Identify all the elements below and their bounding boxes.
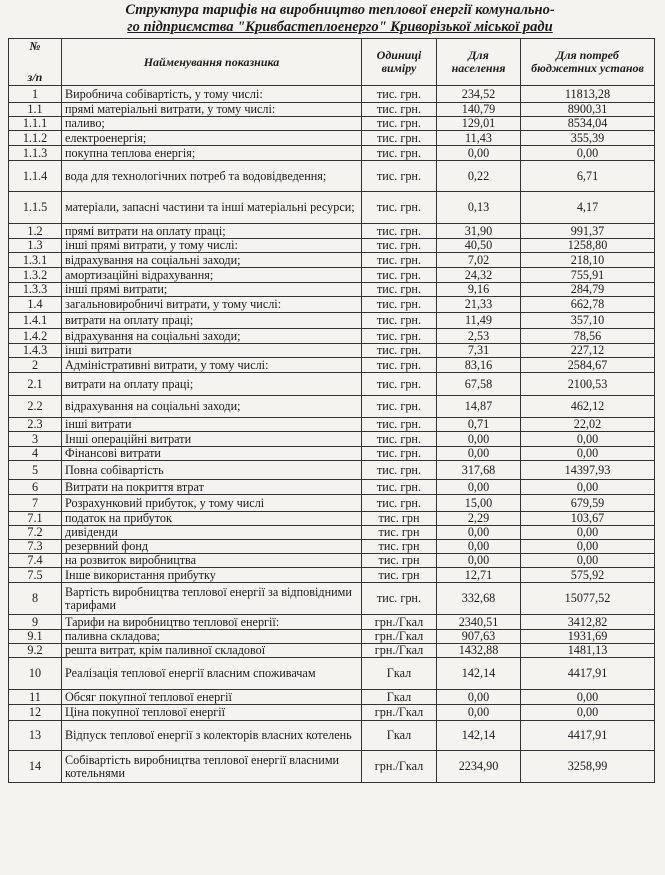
table-row	[9, 418, 655, 432]
row-unit: тис. грн.	[362, 253, 437, 268]
header-number	[9, 39, 62, 86]
row-number: 13	[9, 721, 62, 751]
row-number: 14	[9, 751, 62, 783]
row-population-value: 0,71	[437, 418, 521, 432]
row-number: 8	[9, 583, 62, 615]
row-indicator-name: податок на прибуток	[62, 512, 362, 526]
row-indicator-name: Обсяг покупної теплової енергії	[62, 690, 362, 705]
table-row	[9, 705, 655, 721]
header-budget-institutions: Для потреб бюджетних установ	[521, 39, 655, 86]
row-number: 1.1.4	[9, 161, 62, 192]
table-row	[9, 329, 655, 344]
row-population-value: 2,29	[437, 512, 521, 526]
row-number: 1.1	[9, 103, 62, 117]
row-budget-value: 4,17	[521, 192, 655, 224]
row-budget-value: 4417,91	[521, 721, 655, 751]
row-population-value: 0,00	[437, 705, 521, 721]
row-unit: Гкал	[362, 658, 437, 690]
table-row	[9, 644, 655, 658]
row-unit: тис. грн.	[362, 480, 437, 495]
table-row	[9, 461, 655, 480]
table-row	[9, 313, 655, 329]
row-unit: тис. грн	[362, 554, 437, 568]
table-row	[9, 224, 655, 239]
row-budget-value: 662,78	[521, 297, 655, 313]
row-indicator-name: резервний фонд	[62, 540, 362, 554]
row-indicator-name: загальновиробничі витрати, у тому числі:	[62, 297, 362, 313]
row-unit: грн./Гкал	[362, 630, 437, 644]
row-population-value: 40,50	[437, 239, 521, 253]
table-row	[9, 630, 655, 644]
row-indicator-name: на розвиток виробництва	[62, 554, 362, 568]
row-number: 1.1.1	[9, 117, 62, 131]
row-indicator-name: Собівартість виробництва теплової енергії власними котельнями	[62, 751, 362, 783]
header-number-symbol: №	[29, 39, 41, 53]
row-unit: тис. грн.	[362, 583, 437, 615]
table-row	[9, 358, 655, 373]
row-number: 1.3.1	[9, 253, 62, 268]
row-number: 2.2	[9, 396, 62, 418]
row-number: 5	[9, 461, 62, 480]
row-number: 9.1	[9, 630, 62, 644]
table-row	[9, 86, 655, 103]
row-unit: тис. грн.	[362, 239, 437, 253]
row-budget-value: 2584,67	[521, 358, 655, 373]
row-budget-value: 227,12	[521, 344, 655, 358]
table-row	[9, 568, 655, 583]
row-unit: тис. грн.	[362, 432, 437, 447]
row-budget-value: 78,56	[521, 329, 655, 344]
row-indicator-name: Вартість виробництва теплової енергії за відповідними тарифами	[62, 583, 362, 615]
row-unit: тис. грн.	[362, 373, 437, 396]
row-population-value: 0,00	[437, 690, 521, 705]
row-number: 3	[9, 432, 62, 447]
row-unit: грн./Гкал	[362, 751, 437, 783]
table-body	[9, 86, 655, 783]
row-unit: тис. грн.	[362, 344, 437, 358]
table-row	[9, 447, 655, 461]
row-population-value: 2,53	[437, 329, 521, 344]
row-number: 7.4	[9, 554, 62, 568]
row-budget-value: 355,39	[521, 131, 655, 146]
row-unit: тис. грн.	[362, 329, 437, 344]
row-population-value: 9,16	[437, 283, 521, 297]
table-row	[9, 554, 655, 568]
row-budget-value: 8900,31	[521, 103, 655, 117]
row-indicator-name: Фінансові витрати	[62, 447, 362, 461]
table-row	[9, 131, 655, 146]
row-number: 12	[9, 705, 62, 721]
table-row	[9, 480, 655, 495]
row-number: 4	[9, 447, 62, 461]
row-budget-value: 218,10	[521, 253, 655, 268]
row-unit: Гкал	[362, 721, 437, 751]
table-row	[9, 495, 655, 512]
row-number: 1	[9, 86, 62, 103]
table-row	[9, 297, 655, 313]
row-population-value: 11,43	[437, 131, 521, 146]
row-unit: тис. грн.	[362, 313, 437, 329]
row-number: 7.2	[9, 526, 62, 540]
table-row	[9, 373, 655, 396]
row-indicator-name: витрати на оплату праці;	[62, 373, 362, 396]
row-number: 1.4.3	[9, 344, 62, 358]
row-unit: тис. грн.	[362, 161, 437, 192]
table-row	[9, 268, 655, 283]
row-unit: тис. грн	[362, 512, 437, 526]
row-number: 1.3.3	[9, 283, 62, 297]
row-number: 7.3	[9, 540, 62, 554]
row-number: 1.4.1	[9, 313, 62, 329]
row-indicator-name: інші прямі витрати;	[62, 283, 362, 297]
row-unit: тис. грн.	[362, 268, 437, 283]
row-budget-value: 8534,04	[521, 117, 655, 131]
row-indicator-name: Інше використання прибутку	[62, 568, 362, 583]
tariff-structure-table	[8, 38, 655, 783]
row-number: 1.3.2	[9, 268, 62, 283]
row-population-value: 83,16	[437, 358, 521, 373]
table-row	[9, 432, 655, 447]
row-population-value: 67,58	[437, 373, 521, 396]
title-line-2: го підприємства "Кривбастеплоенерго" Криворізької міської ради	[127, 19, 553, 35]
table-row	[9, 283, 655, 297]
row-population-value: 907,63	[437, 630, 521, 644]
row-population-value: 12,71	[437, 568, 521, 583]
row-unit: тис. грн.	[362, 131, 437, 146]
table-row	[9, 344, 655, 358]
row-population-value: 140,79	[437, 103, 521, 117]
table-header-row	[9, 39, 655, 86]
row-indicator-name: Інші операційні витрати	[62, 432, 362, 447]
row-population-value: 15,00	[437, 495, 521, 512]
header-unit: Одиниці виміру	[362, 39, 437, 86]
row-indicator-name: інші витрати	[62, 344, 362, 358]
row-budget-value: 1931,69	[521, 630, 655, 644]
row-unit: тис. грн	[362, 540, 437, 554]
table-row	[9, 583, 655, 615]
row-population-value: 234,52	[437, 86, 521, 103]
row-indicator-name: Ціна покупної теплової енергії	[62, 705, 362, 721]
table-row	[9, 526, 655, 540]
row-indicator-name: відрахування на соціальні заходи;	[62, 396, 362, 418]
row-budget-value: 755,91	[521, 268, 655, 283]
row-budget-value: 284,79	[521, 283, 655, 297]
row-budget-value: 0,00	[521, 146, 655, 161]
row-indicator-name: матеріали, запасні частини та інші матеріальні ресурси;	[62, 192, 362, 224]
row-population-value: 1432,88	[437, 644, 521, 658]
table-row	[9, 239, 655, 253]
row-indicator-name: Виробнича собівартість, у тому числі:	[62, 86, 362, 103]
row-population-value: 332,68	[437, 583, 521, 615]
row-budget-value: 462,12	[521, 396, 655, 418]
header-indicator-name: Найменування показника	[62, 39, 362, 86]
row-population-value: 21,33	[437, 297, 521, 313]
row-population-value: 2340,51	[437, 615, 521, 630]
row-number: 10	[9, 658, 62, 690]
row-population-value: 129,01	[437, 117, 521, 131]
row-budget-value: 3258,99	[521, 751, 655, 783]
row-population-value: 31,90	[437, 224, 521, 239]
row-budget-value: 103,67	[521, 512, 655, 526]
table-row	[9, 721, 655, 751]
row-indicator-name: Відпуск теплової енергії з колекторів власних котелень	[62, 721, 362, 751]
row-budget-value: 0,00	[521, 447, 655, 461]
row-budget-value: 0,00	[521, 432, 655, 447]
row-indicator-name: Розрахунковий прибуток, у тому числі	[62, 495, 362, 512]
row-unit: грн./Гкал	[362, 705, 437, 721]
table-row	[9, 146, 655, 161]
row-budget-value: 0,00	[521, 540, 655, 554]
row-indicator-name: електроенергія;	[62, 131, 362, 146]
row-budget-value: 991,37	[521, 224, 655, 239]
row-indicator-name: інші прямі витрати, у тому числі:	[62, 239, 362, 253]
row-indicator-name: амортизаційні відрахування;	[62, 268, 362, 283]
row-budget-value: 22,02	[521, 418, 655, 432]
row-unit: тис. грн.	[362, 146, 437, 161]
row-budget-value: 4417,91	[521, 658, 655, 690]
row-budget-value: 575,92	[521, 568, 655, 583]
row-budget-value: 2100,53	[521, 373, 655, 396]
table-row	[9, 512, 655, 526]
row-budget-value: 0,00	[521, 526, 655, 540]
document-title	[40, 2, 640, 36]
row-number: 2.1	[9, 373, 62, 396]
row-population-value: 11,49	[437, 313, 521, 329]
row-number: 2	[9, 358, 62, 373]
row-indicator-name: Витрати на покриття втрат	[62, 480, 362, 495]
row-indicator-name: інші витрати	[62, 418, 362, 432]
row-indicator-name: покупна теплова енергія;	[62, 146, 362, 161]
row-indicator-name: дивіденди	[62, 526, 362, 540]
row-budget-value: 357,10	[521, 313, 655, 329]
row-population-value: 0,00	[437, 526, 521, 540]
row-number: 1.1.5	[9, 192, 62, 224]
header-number-abbrev: з/п	[27, 70, 43, 84]
table-row	[9, 615, 655, 630]
row-indicator-name: прямі витрати на оплату праці;	[62, 224, 362, 239]
row-number: 1.2	[9, 224, 62, 239]
row-number: 6	[9, 480, 62, 495]
row-indicator-name: відрахування на соціальні заходи;	[62, 329, 362, 344]
row-indicator-name: прямі матеріальні витрати, у тому числі:	[62, 103, 362, 117]
table-row	[9, 117, 655, 131]
row-budget-value: 11813,28	[521, 86, 655, 103]
row-number: 7.5	[9, 568, 62, 583]
row-population-value: 0,22	[437, 161, 521, 192]
table-row	[9, 103, 655, 117]
row-budget-value: 679,59	[521, 495, 655, 512]
row-unit: тис. грн.	[362, 192, 437, 224]
row-unit: грн./Гкал	[362, 615, 437, 630]
row-population-value: 317,68	[437, 461, 521, 480]
title-line-1: Структура тарифів на виробництво теплової енергії комунально-	[125, 2, 555, 18]
row-budget-value: 0,00	[521, 690, 655, 705]
row-indicator-name: Тарифи на виробництво теплової енергії:	[62, 615, 362, 630]
row-budget-value: 1258,80	[521, 239, 655, 253]
row-population-value: 142,14	[437, 658, 521, 690]
row-indicator-name: Реалізація теплової енергії власним споживачам	[62, 658, 362, 690]
row-population-value: 14,87	[437, 396, 521, 418]
row-population-value: 0,00	[437, 480, 521, 495]
row-population-value: 0,00	[437, 554, 521, 568]
row-population-value: 2234,90	[437, 751, 521, 783]
row-budget-value: 15077,52	[521, 583, 655, 615]
row-indicator-name: Повна собівартість	[62, 461, 362, 480]
table-row	[9, 161, 655, 192]
row-budget-value: 0,00	[521, 480, 655, 495]
row-number: 1.1.3	[9, 146, 62, 161]
table-row	[9, 253, 655, 268]
row-unit: Гкал	[362, 690, 437, 705]
row-unit: тис. грн.	[362, 447, 437, 461]
table-row	[9, 658, 655, 690]
row-budget-value: 6,71	[521, 161, 655, 192]
row-number: 7.1	[9, 512, 62, 526]
row-number: 11	[9, 690, 62, 705]
row-budget-value: 3412,82	[521, 615, 655, 630]
row-unit: тис. грн.	[362, 283, 437, 297]
row-unit: тис. грн	[362, 526, 437, 540]
row-unit: тис. грн.	[362, 224, 437, 239]
row-unit: тис. грн.	[362, 358, 437, 373]
row-indicator-name: решта витрат, крім паливної складової	[62, 644, 362, 658]
row-unit: тис. грн.	[362, 495, 437, 512]
row-number: 9	[9, 615, 62, 630]
row-budget-value: 0,00	[521, 705, 655, 721]
row-population-value: 0,00	[437, 432, 521, 447]
row-unit: тис. грн.	[362, 418, 437, 432]
row-number: 9.2	[9, 644, 62, 658]
row-number: 1.1.2	[9, 131, 62, 146]
row-population-value: 0,13	[437, 192, 521, 224]
row-unit: тис. грн	[362, 568, 437, 583]
table-row	[9, 751, 655, 783]
row-unit: тис. грн.	[362, 396, 437, 418]
row-population-value: 0,00	[437, 146, 521, 161]
row-population-value: 0,00	[437, 447, 521, 461]
row-number: 1.3	[9, 239, 62, 253]
row-unit: тис. грн.	[362, 86, 437, 103]
table-row	[9, 540, 655, 554]
row-number: 1.4.2	[9, 329, 62, 344]
row-indicator-name: відрахування на соціальні заходи;	[62, 253, 362, 268]
row-budget-value: 0,00	[521, 554, 655, 568]
table-row	[9, 192, 655, 224]
row-budget-value: 1481,13	[521, 644, 655, 658]
row-unit: тис. грн.	[362, 103, 437, 117]
row-indicator-name: вода для технологічних потреб та водовідведення;	[62, 161, 362, 192]
row-unit: тис. грн.	[362, 461, 437, 480]
row-population-value: 0,00	[437, 540, 521, 554]
row-population-value: 7,02	[437, 253, 521, 268]
row-population-value: 7,31	[437, 344, 521, 358]
row-indicator-name: витрати на оплату праці;	[62, 313, 362, 329]
row-budget-value: 14397,93	[521, 461, 655, 480]
row-indicator-name: паливна складова;	[62, 630, 362, 644]
row-indicator-name: Адміністративні витрати, у тому числі:	[62, 358, 362, 373]
row-unit: грн./Гкал	[362, 644, 437, 658]
row-number: 1.4	[9, 297, 62, 313]
header-population: Для населення	[437, 39, 521, 86]
row-indicator-name: паливо;	[62, 117, 362, 131]
row-number: 2.3	[9, 418, 62, 432]
table-row	[9, 690, 655, 705]
row-population-value: 142,14	[437, 721, 521, 751]
table-row	[9, 396, 655, 418]
row-population-value: 24,32	[437, 268, 521, 283]
row-number: 7	[9, 495, 62, 512]
row-unit: тис. грн.	[362, 117, 437, 131]
row-unit: тис. грн.	[362, 297, 437, 313]
